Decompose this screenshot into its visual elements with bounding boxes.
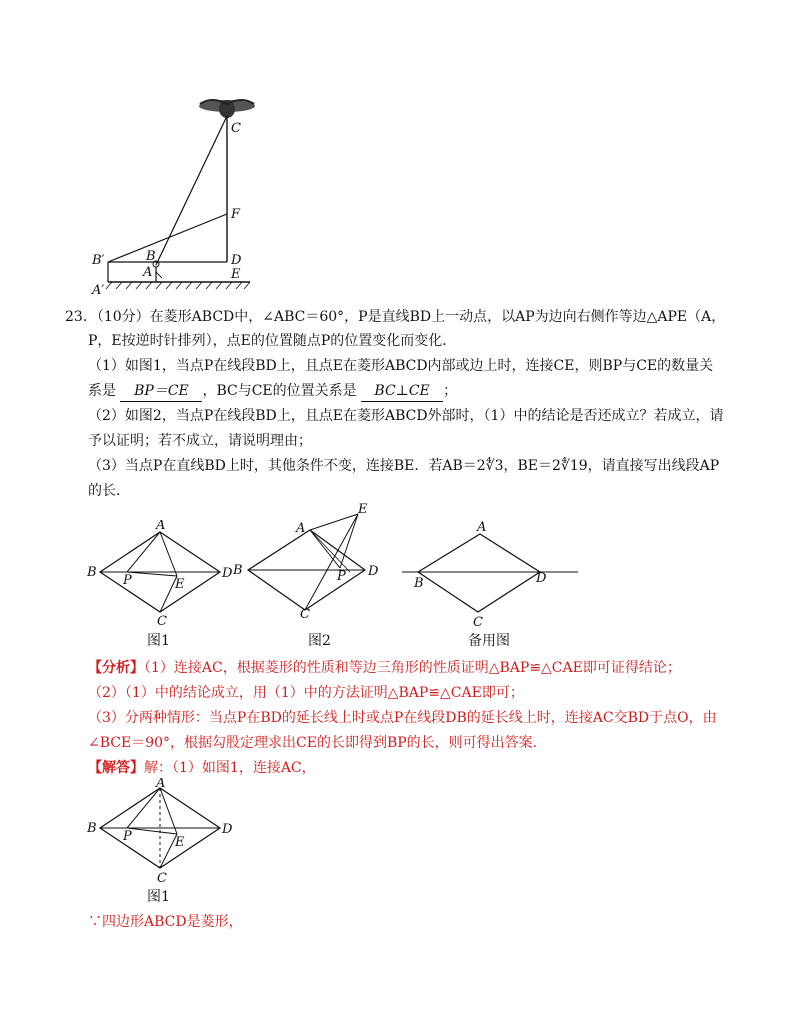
problem-heading (65, 307, 725, 327)
figure-2-caption: 图2 (308, 633, 331, 649)
analysis-line-3: （3）分两种情形：当点P在BD的延长线上时或点P在线段DB的延长线上时，连接AC交BD于点O，由 (88, 710, 717, 726)
fig1-label-B: B (87, 565, 97, 580)
label-A-prime: A′ (92, 283, 105, 297)
solution-text-1: 解：（1）如图1，连接AC， (144, 760, 316, 776)
fig3-label-B: B (414, 576, 424, 591)
question-1-line-b (88, 381, 457, 402)
eagle-icon (199, 100, 255, 118)
fig1-label-E: E (175, 577, 185, 592)
label-B-prime: B′ (92, 253, 105, 268)
sol-fig-label-A: A (156, 778, 166, 791)
fig2-label-A: A (296, 521, 306, 536)
q1-suffix: ； (443, 383, 458, 399)
analysis-tag: 【分析】 (88, 660, 144, 676)
problem-score: （10分） (96, 309, 150, 325)
fig1-label-C: C (157, 614, 167, 629)
fig2-label-C: C (300, 607, 310, 622)
label-C: C (231, 121, 241, 136)
sol-fig-label-E: E (175, 835, 185, 850)
solution-tag: 【解答】 (88, 760, 144, 776)
problem-stem-2: P，E按逆时针排列），点E的位置随点P的位置变化而变化． (88, 333, 457, 349)
q1-answer-1: BP＝CE (120, 381, 202, 402)
problem-number: 23． (65, 309, 97, 325)
sol-fig-label-D: D (222, 822, 233, 837)
label-A: A (143, 265, 153, 280)
figure-3-caption: 备用图 (468, 633, 510, 649)
solution-figure-1 (85, 778, 235, 888)
fig2-label-B: B (233, 563, 243, 578)
fig3-label-D: D (536, 571, 547, 586)
sol-fig-label-B: B (87, 821, 97, 836)
figure-3-spare (400, 520, 580, 630)
fig1-label-A: A (156, 520, 166, 533)
fig2-label-E: E (358, 502, 368, 517)
sol-fig-label-C: C (157, 871, 167, 886)
question-2-line-b: 予以证明；若不成立，请说明理由； (88, 433, 312, 449)
sol-fig-label-P: P (123, 829, 132, 844)
figure-1-caption: 图1 (147, 633, 170, 649)
figure-1 (85, 520, 235, 630)
q1-answer-2: BC⊥CE (361, 381, 443, 402)
fig2-label-P: P (337, 569, 346, 584)
analysis-line-1 (88, 658, 681, 678)
solution-line-2: ∵四边形ABCD是菱形， (88, 914, 243, 930)
label-B: B (146, 249, 156, 264)
top-diagram (90, 92, 270, 297)
fig1-label-D: D (222, 566, 233, 581)
label-E: E (231, 267, 241, 282)
analysis-line-4: ∠BCE＝90°，根据勾股定理求出CE的长即得到BP的长，则可得出答案． (88, 735, 547, 751)
question-2-line-a: （2）如图2，当点P在线段BD上，且点E在菱形ABCD外部时，（1）中的结论是否还成立？若成立，请 (88, 408, 724, 424)
problem-stem-1: 在菱形ABCD中，∠ABC＝60°，P是直线BD上一动点，以AP为边向右侧作等边△APE（A， (149, 309, 726, 325)
label-D: D (231, 253, 242, 268)
fig3-label-C: C (473, 615, 483, 630)
label-F: F (231, 207, 241, 222)
q1-middle: ，BC与CE的位置关系是 (202, 383, 357, 399)
fig1-label-P: P (123, 573, 132, 588)
question-3-line-a: （3）当点P在直线BD上时，其他条件不变，连接BE．若AB＝2∜3，BE＝2∜19，请直接写出线段AP (88, 458, 720, 474)
figure-2 (230, 500, 390, 625)
analysis-text-1: （1）连接AC，根据菱形的性质和等边三角形的性质证明△BAP≌△CAE即可证得结论； (144, 660, 681, 676)
solution-line-1 (88, 758, 316, 778)
question-3-line-b: 的长． (88, 483, 130, 499)
fig2-label-D: D (368, 564, 379, 579)
q1-prefix: 系是 (88, 383, 116, 399)
analysis-line-2: （2）（1）中的结论成立，用（1）中的方法证明△BAP≌△CAE即可； (88, 685, 524, 701)
question-1-line-a: （1）如图1，当点P在线段BD上，且点E在菱形ABCD内部或边上时，连接CE，则BP与CE的数量关 (88, 358, 714, 374)
solution-figure-caption: 图1 (147, 889, 170, 905)
fig3-label-A: A (477, 520, 487, 535)
